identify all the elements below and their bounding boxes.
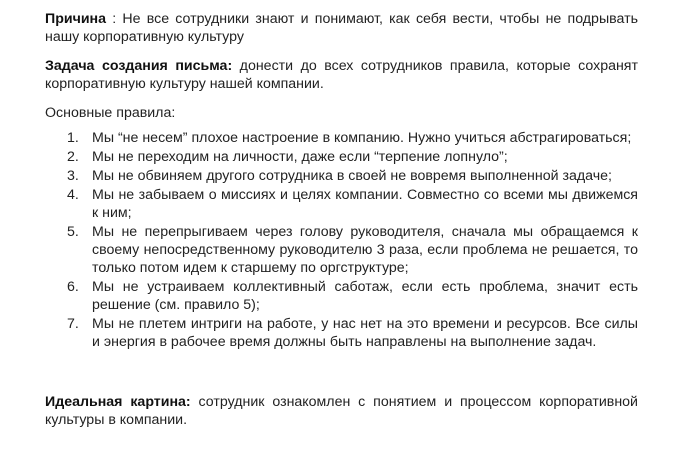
rule-number: 2.: [67, 149, 79, 165]
rule-number: 3.: [67, 168, 79, 184]
rule-number: 7.: [67, 316, 79, 332]
ideal-label: Идеальная картина:: [45, 394, 191, 410]
rule-item: [45, 315, 638, 351]
rule-text: Мы не плетем интриги на работе, у нас нет на это времени и ресурсов. Все силы и энергия в рабочее время должны быть направлены на выполнение задач.: [92, 316, 638, 350]
rule-item: [45, 223, 638, 277]
ideal-text: сотрудник ознакомлен с понятием и процессом корпоративной культуры в компании.: [45, 394, 638, 428]
rule-text: Мы “не несем” плохое настроение в компанию. Нужно учиться абстрагироваться;: [92, 130, 632, 146]
reason-label: Причина: [45, 11, 107, 27]
reason-text: : Не все сотрудники знают и понимают, как себя вести, чтобы не подрывать нашу корпоративную культуру: [45, 11, 638, 45]
rule-text: Мы не обвиняем другого сотрудника в своей не вовремя выполненной задаче;: [92, 168, 612, 184]
rule-item: [45, 167, 638, 185]
rules-heading: Основные правила:: [45, 105, 176, 121]
task-label: Задача создания письма:: [45, 58, 233, 74]
rule-item: [45, 129, 638, 147]
rule-text: Мы не перепрыгиваем через голову руководителя, сначала мы обращаемся к своему непосредственному руководителю 3 раза, если проблема не решается, то только потом идем к старшему по оргструктуре;: [92, 224, 638, 276]
task-text: донести до всех сотрудников правила, которые сохранят корпоративную культуру нашей компании.: [45, 58, 638, 92]
rule-item: [45, 278, 638, 314]
rule-text: Мы не забываем о миссиях и целях компании. Совместно со всеми мы движемся к ним;: [92, 187, 638, 221]
rule-text: Мы не переходим на личности, даже если “терпение лопнуло”;: [92, 149, 508, 165]
rule-number: 5.: [67, 224, 79, 240]
rule-item: [45, 186, 638, 222]
rule-text: Мы не устраиваем коллективный саботаж, если есть проблема, значит есть решение (см. правило 5);: [92, 279, 638, 313]
reason-paragraph: [45, 10, 638, 46]
rule-number: 1.: [67, 130, 79, 146]
rules-list: [45, 129, 638, 352]
rule-item: [45, 148, 638, 166]
ideal-paragraph: [45, 393, 638, 429]
rule-number: 6.: [67, 279, 79, 295]
task-paragraph: [45, 57, 638, 93]
rule-number: 4.: [67, 187, 79, 203]
